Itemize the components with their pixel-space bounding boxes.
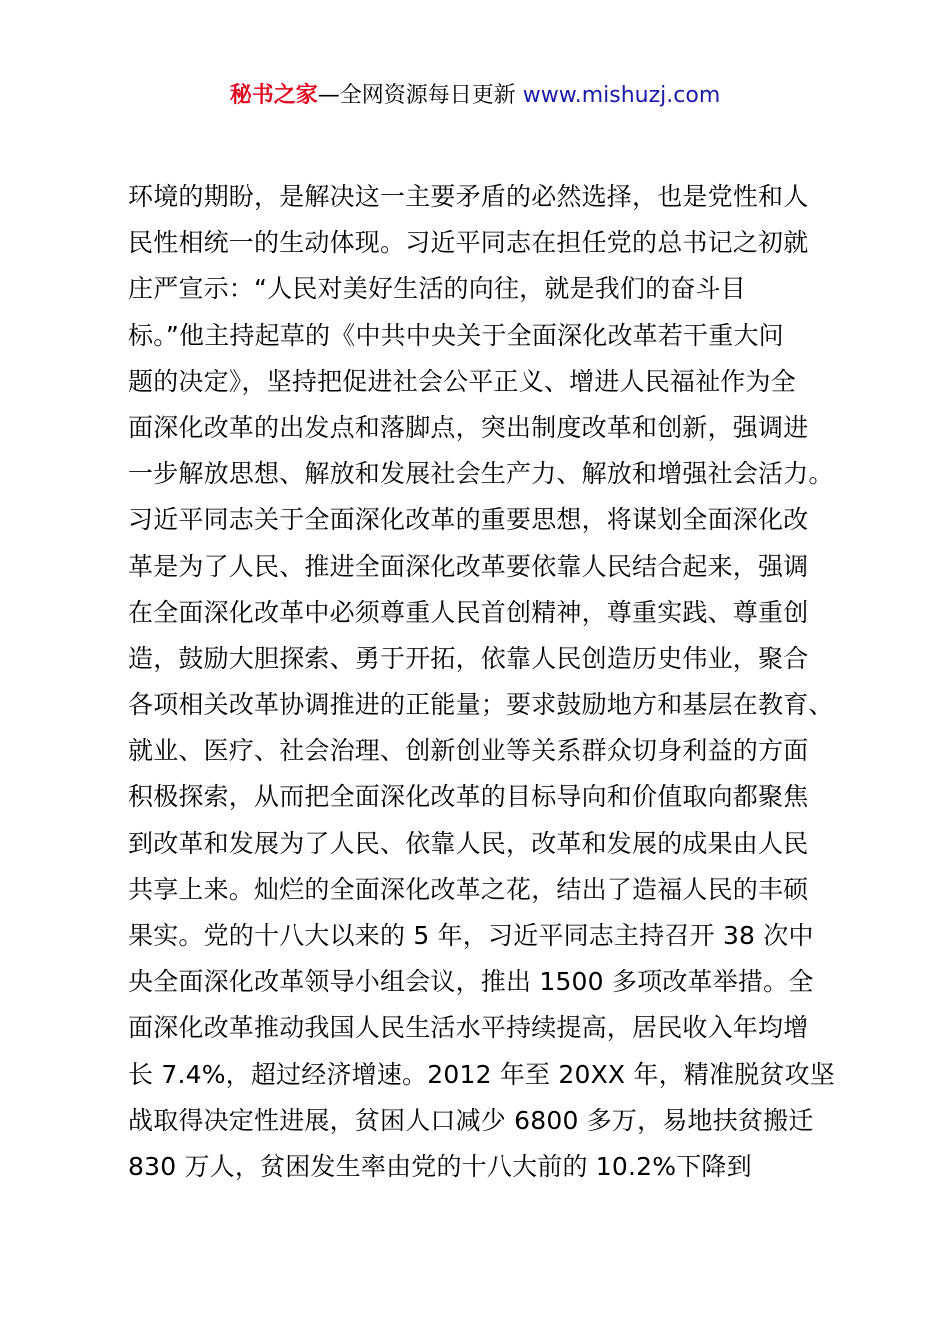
body-line: 在全面深化改革中必须尊重人民首创精神，尊重实践、尊重创 xyxy=(128,597,809,627)
body-line: 庄严宣示：“人民对美好生活的向往，就是我们的奋斗目 xyxy=(128,274,746,304)
body-line: 各项相关改革协调推进的正能量；要求鼓励地方和基层在教育、 xyxy=(128,690,834,720)
body-line: 到改革和发展为了人民、依靠人民，改革和发展的成果由人民 xyxy=(128,828,809,858)
body-line: 共享上来。灿烂的全面深化改革之花，结出了造福人民的丰硕 xyxy=(128,874,809,904)
body-line: 一步解放思想、解放和发展社会生产力、解放和增强社会活力。 xyxy=(128,459,834,489)
body-line: 长 7.4%，超过经济增速。2012 年至 20XX 年，精准脱贫攻坚 xyxy=(128,1059,835,1089)
site-tagline: —全网资源每日更新 xyxy=(317,83,523,108)
document-body xyxy=(128,174,848,1190)
body-line: 标。”他主持起草的《中共中央关于全面深化改革若干重大问 xyxy=(128,320,784,350)
page-header xyxy=(0,80,950,112)
site-url-link[interactable]: www.mishuzj.com xyxy=(522,83,721,108)
body-line: 革是为了人民、推进全面深化改革要依靠人民结合起来，强调 xyxy=(128,551,809,581)
site-brand: 秘书之家 xyxy=(229,83,318,108)
body-line: 习近平同志关于全面深化改革的重要思想，将谋划全面深化改 xyxy=(128,505,809,535)
body-line: 环境的期盼，是解决这一主要矛盾的必然选择，也是党性和人 xyxy=(128,182,809,211)
body-line: 造，鼓励大胆探索、勇于开拓，依靠人民创造历史伟业，聚合 xyxy=(128,643,809,673)
body-line: 果实。党的十八大以来的 5 年，习近平同志主持召开 38 次中 xyxy=(128,921,814,950)
body-line: 就业、医疗、社会治理、创新创业等关系群众切身利益的方面 xyxy=(128,736,809,766)
body-line: 战取得决定性进展，贫困人口减少 6800 多万，易地扶贫搬迁 xyxy=(128,1105,814,1135)
body-line: 题的决定》，坚持把促进社会公平正义、增进人民福祉作为全 xyxy=(128,366,796,396)
body-line: 830 万人，贫困发生率由党的十八大前的 10.2%下降到 xyxy=(128,1151,752,1181)
body-line: 面深化改革的出发点和落脚点，突出制度改革和创新，强调进 xyxy=(128,412,809,442)
body-line: 民性相统一的生动体现。习近平同志在担任党的总书记之初就 xyxy=(128,228,809,258)
body-line: 面深化改革推动我国人民生活水平持续提高，居民收入年均增 xyxy=(128,1013,809,1043)
body-line: 积极探索，从而把全面深化改革的目标导向和价值取向都聚焦 xyxy=(128,782,809,812)
body-line: 央全面深化改革领导小组会议，推出 1500 多项改革举措。全 xyxy=(128,967,814,997)
